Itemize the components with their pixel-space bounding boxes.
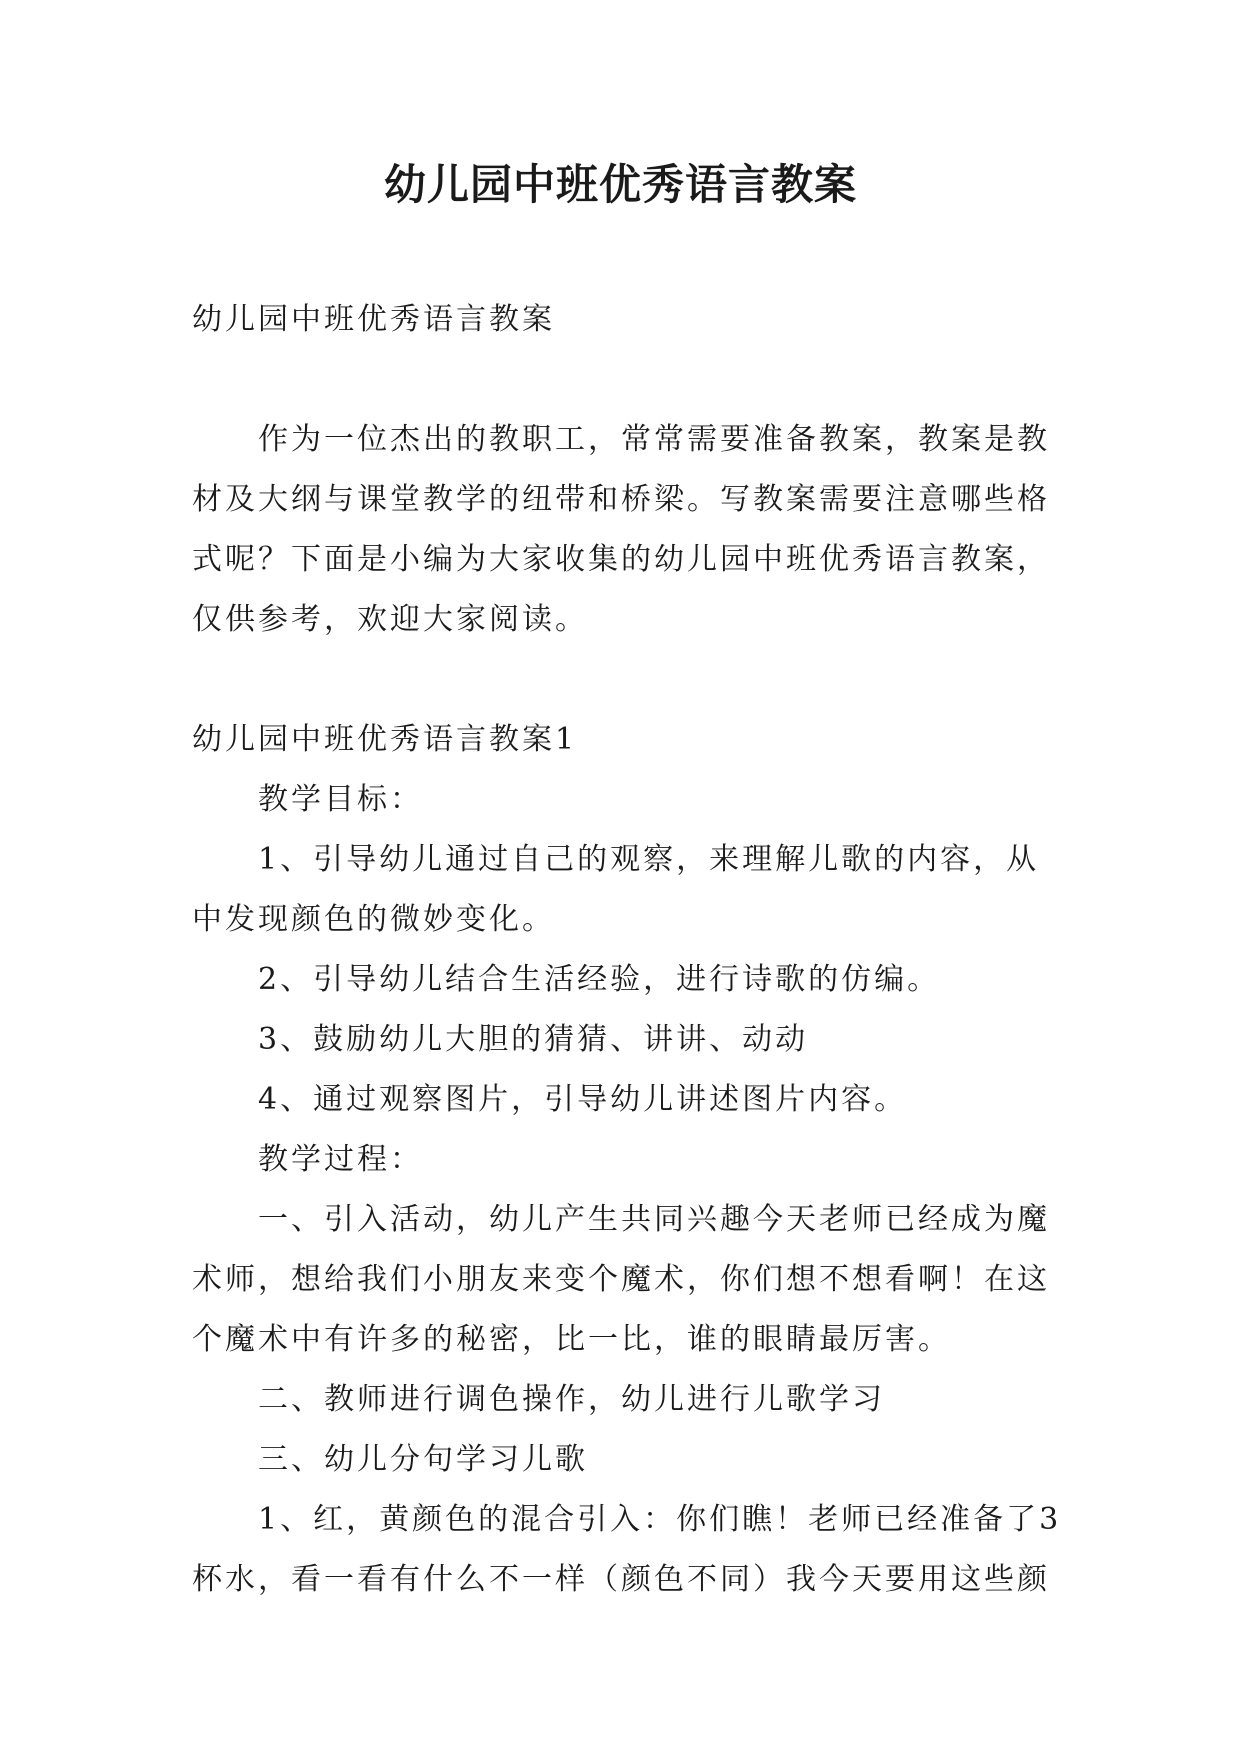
paragraph: 三、幼儿分句学习儿歌 <box>258 1442 588 1477</box>
paragraph: 1、红，黄颜色的混合引入：你们瞧！老师已经准备了3杯水，看一看有什么不一样（颜色不同）我今天要用这些颜 <box>192 1502 1062 1597</box>
section-heading: 幼儿园中班优秀语言教案1 <box>192 722 578 757</box>
paragraph: 教学过程： <box>258 1142 423 1177</box>
paragraph: 2、引导幼儿结合生活经验，进行诗歌的仿编。 <box>258 962 941 997</box>
paragraph: 教学目标： <box>258 782 423 817</box>
paragraph: 二、教师进行调色操作，幼儿进行儿歌学习 <box>258 1382 885 1417</box>
paragraph: 3、鼓励幼儿大胆的猜猜、讲讲、动动 <box>258 1022 809 1057</box>
intro-paragraph: 作为一位杰出的教职工，常常需要准备教案，教案是教材及大纲与课堂教学的纽带和桥梁。写教案需要注意哪些格式呢？下面是小编为大家收集的幼儿园中班优秀语言教案，仅供参考，欢迎大家阅读。 <box>192 422 1050 637</box>
paragraph: 4、通过观察图片，引导幼儿讲述图片内容。 <box>258 1082 908 1117</box>
document-subtitle: 幼儿园中班优秀语言教案 <box>192 302 555 337</box>
paragraph: 1、引导幼儿通过自己的观察，来理解儿歌的内容，从中发现颜色的微妙变化。 <box>192 842 1040 937</box>
page-title: 幼儿园中班优秀语言教案 <box>383 160 857 209</box>
paragraph: 一、引入活动，幼儿产生共同兴趣今天老师已经成为魔术师，想给我们小朋友来变个魔术，你们想不想看啊！在这个魔术中有许多的秘密，比一比，谁的眼睛最厉害。 <box>192 1202 1050 1357</box>
document-body <box>192 290 1072 1610</box>
